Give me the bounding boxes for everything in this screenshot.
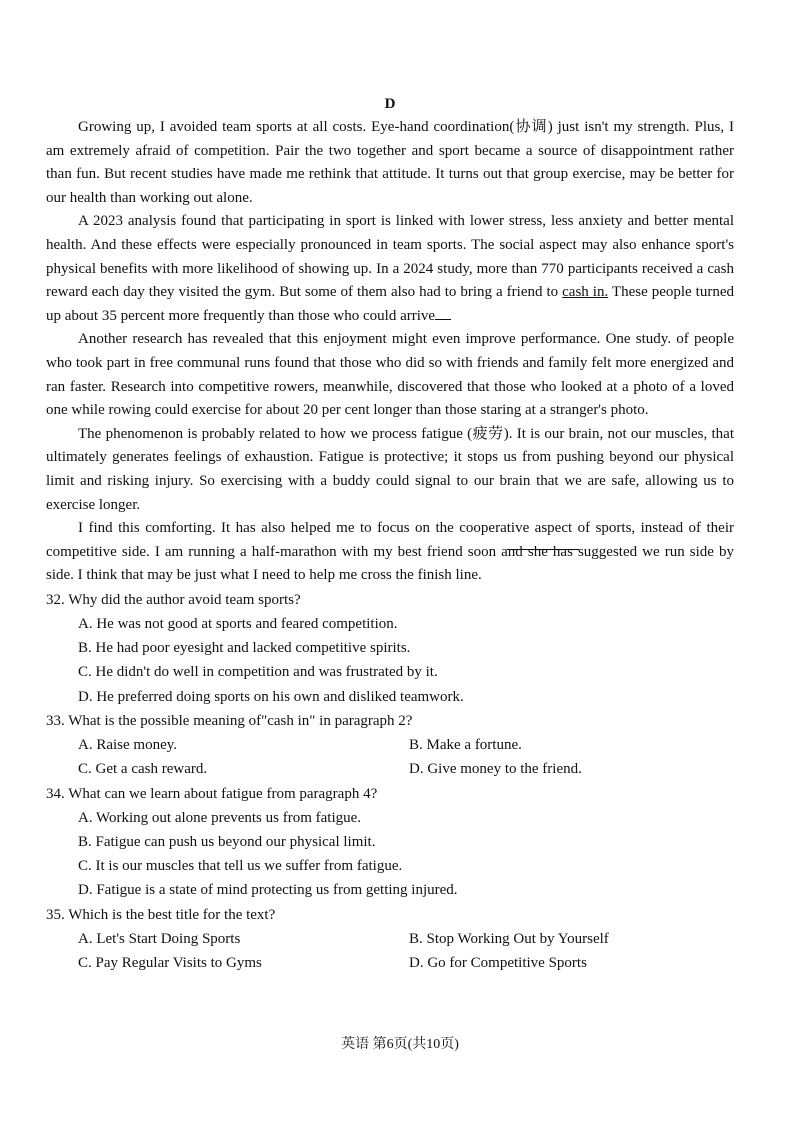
option-b: B. Fatigue can push us beyond our physical limit.: [78, 833, 376, 850]
cash-in-phrase: cash in.: [562, 284, 609, 301]
option-d: D. He preferred doing sports on his own and disliked teamwork.: [78, 688, 464, 705]
exam-page: [46, 92, 734, 975]
option-c: C. Get a cash reward.: [78, 761, 208, 778]
question-stem: 34. What can we learn about fatigue from paragraph 4?: [46, 785, 378, 802]
option-d: D. Go for Competitive Sports: [409, 954, 587, 971]
paragraph-1: Growing up, I avoided team sports at all costs. Eye-hand coordination(协调) just isn't my strength. Plus, I am extremely afraid of competition. Pair the two together and sport became a source of disappointment rather than fun. But recent studies have made me rethink that attitude. It turns out that group exercise, may be better for our health than working out alone.: [46, 119, 734, 206]
option-c: C. It is our muscles that tell us we suffer from fatigue.: [78, 858, 403, 875]
question-stem: 35. Which is the best title for the text?: [46, 906, 276, 923]
option-a: A. Working out alone prevents us from fatigue.: [78, 809, 362, 826]
page-footer: 英语 第6页(共10页): [341, 1037, 459, 1052]
question-34: [46, 782, 734, 903]
option-c: C. Pay Regular Visits to Gyms: [78, 954, 262, 971]
paragraph-2-text-after: These people turned up about 35 percent more frequently than those who could arrive: [46, 284, 734, 324]
option-b: B. He had poor eyesight and lacked competitive spirits.: [78, 640, 411, 657]
option-b: B. Stop Working Out by Yourself: [409, 930, 609, 947]
option-c: C. He didn't do well in competition and was frustrated by it.: [78, 664, 438, 681]
question-33: [46, 709, 734, 782]
paragraph-3: Another research has revealed that this enjoyment might even improve performance. One study. of people who took part in free communal runs found that those who did so with friends and family felt more energized and ran faster. Research into competitive rowers, meanwhile, discovered that those who looked at a photo of a loved one while rowing could exercise for about 20 per cent longer than those staring at a stranger's photo.: [46, 331, 734, 419]
question-stem: 33. What is the possible meaning of"cash in" in paragraph 2?: [46, 712, 413, 729]
option-d: D. Fatigue is a state of mind protecting us from getting injured.: [78, 882, 458, 899]
option-b: B. Make a fortune.: [409, 737, 522, 754]
underline-mark: [507, 549, 579, 550]
question-stem: 32. Why did the author avoid team sports?: [46, 591, 301, 608]
question-35: [46, 903, 734, 976]
answer-blank: [435, 307, 451, 320]
question-32: [46, 588, 734, 709]
option-a: A. Raise money.: [78, 737, 178, 754]
option-a: A. Let's Start Doing Sports: [78, 930, 241, 947]
option-a: A. He was not good at sports and feared competition.: [78, 616, 398, 633]
option-d: D. Give money to the friend.: [409, 761, 582, 778]
paragraph-2: [46, 210, 734, 328]
paragraph-5: I find this comforting. It has also helped me to focus on the cooperative aspect of sports, instead of their competitive side. I am running a half-marathon with my best friend soon and she has suggested we run side by side. I think that may be just what I need to help me cross the finish line.: [46, 520, 734, 584]
paragraph-2-text-before: A 2023 analysis found that participating in sport is linked with lower stress, less anxiety and better mental health. And these effects were especially pronounced in team sports. The social aspect may also enhance sport's physical benefits with more likelihood of showing up. In a 2024 study, more than 770 participants received a cash reward each day they visited the gym. But some of them also had to bring a friend to: [46, 213, 734, 301]
paragraph-4: The phenomenon is probably related to how we process fatigue (疲劳). It is our brain, not our muscles, that ultimately generates feelings of exhaustion. Fatigue is protective; it stops us from pushing beyond our physical limit and risking injury. So exercising with a buddy could signal to our brain that we are safe, allowing us to exercise longer.: [46, 425, 734, 513]
section-title: D: [384, 96, 396, 112]
